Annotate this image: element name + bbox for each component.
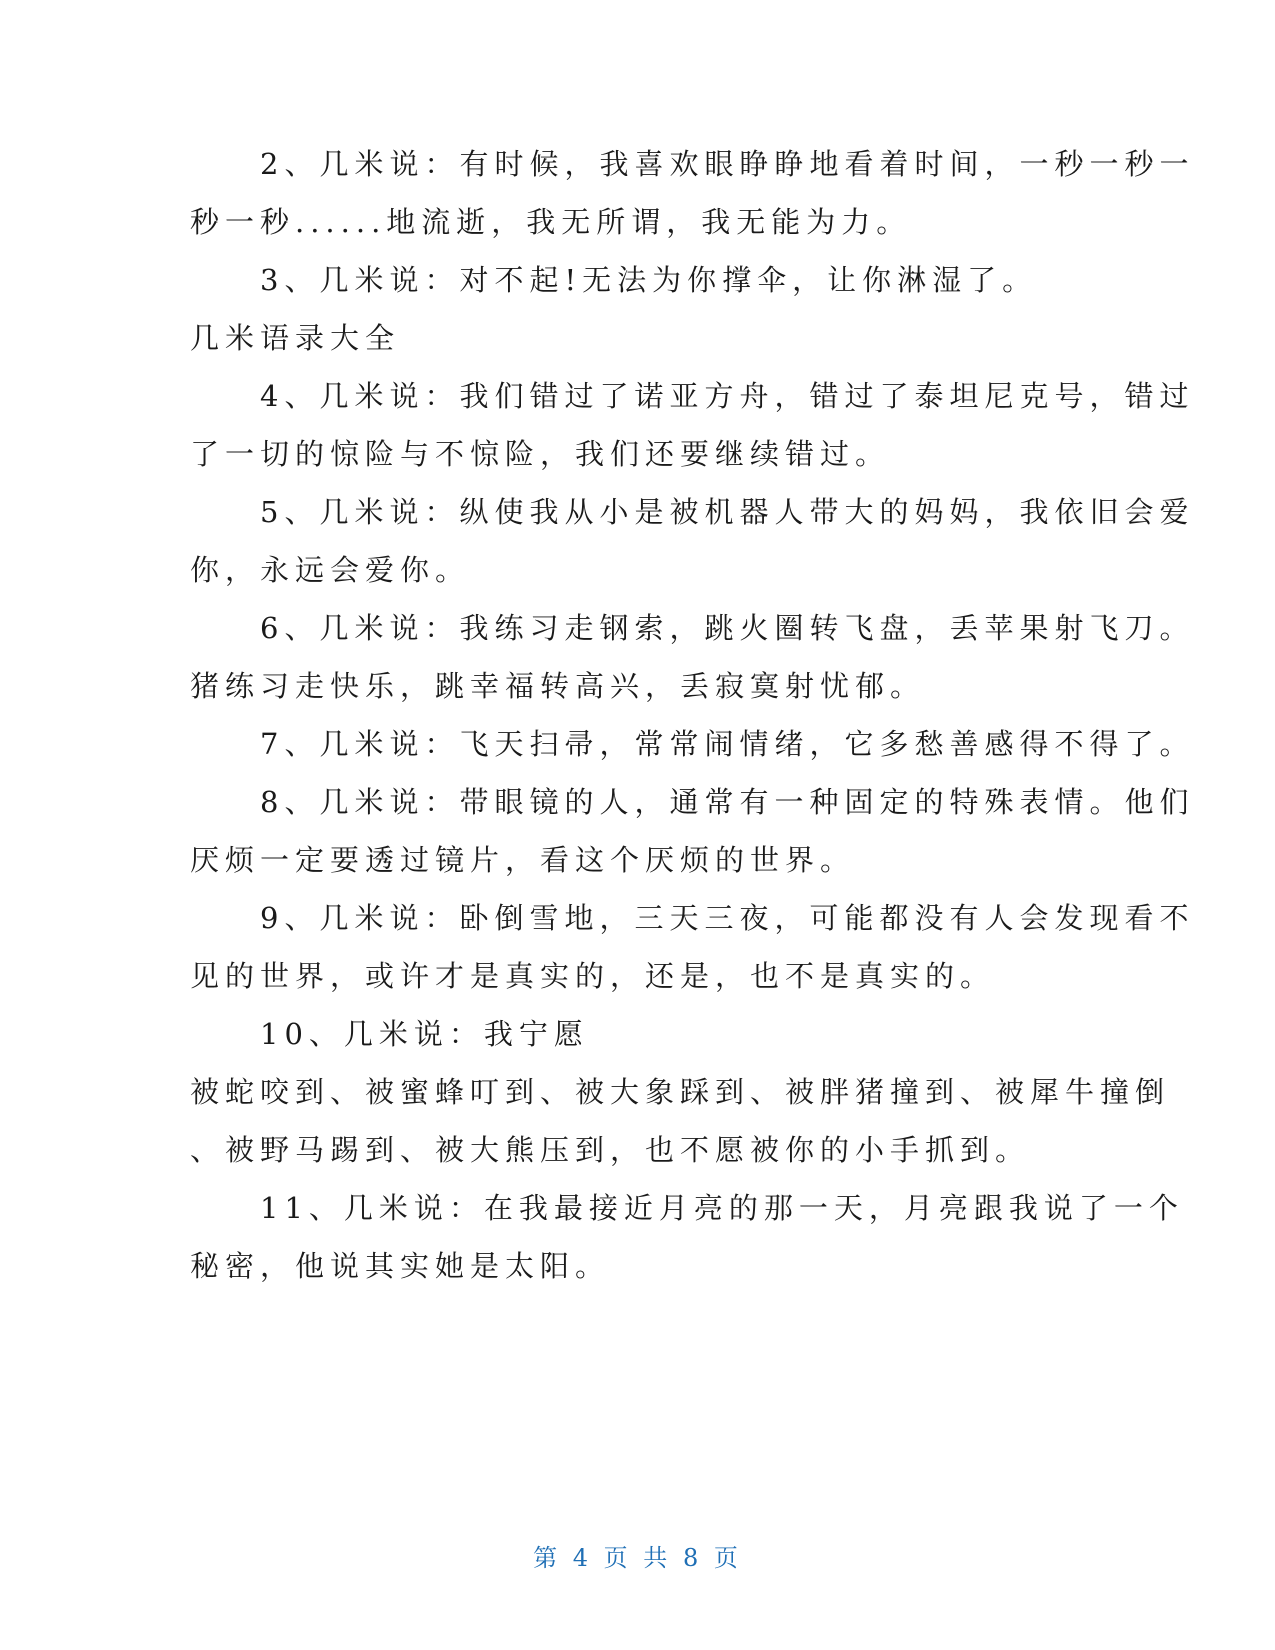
section-heading: 几米语录大全: [190, 321, 401, 355]
text-line: 9、几米说：卧倒雪地，三天三夜，可能都没有人会发现看不: [190, 901, 1195, 935]
text-line: 猪练习走快乐，跳幸福转高兴，丢寂寞射忧郁。: [190, 669, 926, 703]
text-line: 4、几米说：我们错过了诺亚方舟，错过了泰坦尼克号，错过: [190, 379, 1195, 413]
text-line: 8、几米说：带眼镜的人，通常有一种固定的特殊表情。他们: [190, 785, 1195, 819]
text-line: 6、几米说：我练习走钢索，跳火圈转飞盘，丢苹果射飞刀。: [190, 611, 1195, 645]
text-line: 7、几米说：飞天扫帚，常常闹情绪，它多愁善感得不得了。: [190, 727, 1195, 761]
text-line: 3、几米说：对不起!无法为你撑伞，让你淋湿了。: [190, 263, 1038, 297]
text-line: 你，永远会爱你。: [190, 553, 471, 587]
text-line: 11、几米说：在我最接近月亮的那一天，月亮跟我说了一个: [190, 1191, 1184, 1225]
text-line: 10、几米说：我宁愿: [190, 1017, 589, 1051]
text-line: 秒一秒......地流逝，我无所谓，我无能为力。: [190, 205, 912, 239]
text-line: 2、几米说：有时候，我喜欢眼睁睁地看着时间，一秒一秒一: [190, 147, 1195, 181]
text-line: 、被野马踢到、被大熊压到，也不愿被你的小手抓到。: [190, 1133, 1031, 1167]
text-line: 了一切的惊险与不惊险，我们还要继续错过。: [190, 437, 891, 471]
text-line: 厌烦一定要透过镜片，看这个厌烦的世界。: [190, 843, 856, 877]
page-number-footer: 第 4 页 共 8 页: [533, 1544, 742, 1572]
text-line: 5、几米说：纵使我从小是被机器人带大的妈妈，我依旧会爱: [190, 495, 1195, 529]
text-line: 秘密，他说其实她是太阳。: [190, 1249, 611, 1283]
text-line: 见的世界，或许才是真实的，还是，也不是真实的。: [190, 959, 996, 993]
text-line: 被蛇咬到、被蜜蜂叮到、被大象踩到、被胖猪撞到、被犀牛撞倒: [190, 1075, 1171, 1109]
